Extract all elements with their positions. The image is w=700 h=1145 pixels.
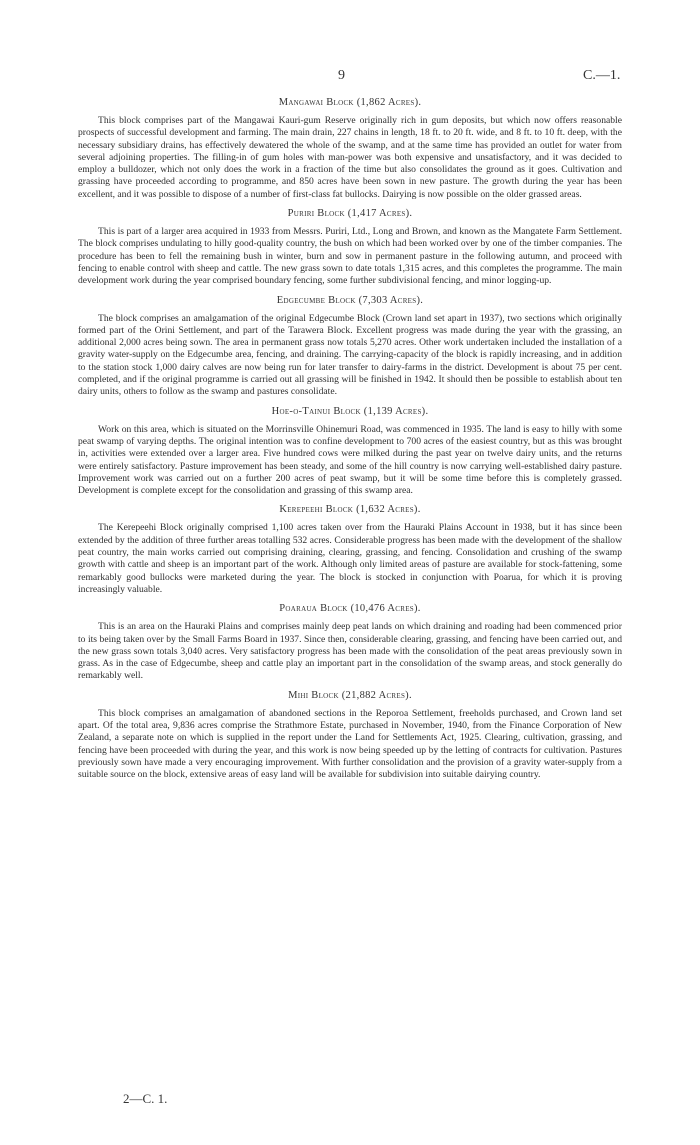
section-title: Mihi Block (21,882 Acres). [288,689,412,701]
section-puriri-block [78,207,622,287]
page-number: 9 [338,68,345,83]
section-title: Puriri Block (1,417 Acres). [287,208,413,220]
section-hoe-o-tainui-block [78,405,622,498]
section-paragraph: The Kerepeehi Block originally comprised 1,100 acres taken over from the Hauraki Plains Account in 1938, but it has since been extended by the addition of three further areas totalling 532 acres. Considerable progress has been made with the development of the shallow peat country, the main works carried out comprising draining, clearing, grassing, and fencing. Consolidation and crushing of the swamp growth with cattle and sheep is an important part of the work. Although only limited areas of pasture are available for stock-fattening, some remarkably good bullocks were marketed during the year. The block is stocked in conjunction with Poarua, for which it is proving increasingly valuable. [78,522,622,595]
section-title: Edgecumbe Block (7,303 Acres). [276,294,424,306]
page-header [0,68,700,88]
section-poaraua-block [78,602,622,682]
section-title: Mangawai Block (1,862 Acres). [278,97,422,108]
section-edgecumbe-block [78,294,622,399]
section-paragraph: This block comprises part of the Mangawai Kauri-gum Reserve originally rich in gum deposits, but which now offers reasonable prospects of successful development and farming. The main drain, 227 chains in length, 18 ft. to 20 ft. wide, and 8 ft. to 10 ft. deep, with the necessary subsidiary drains, has effectively dewatered the whole of the swamp, and at the same time has provided an outlet for water from several adjoining properties. The filling-in of gum holes with man-power was both expensive and unsatisfactory, and it was decided to employ a bulldozer, which not only does the work in a fraction of the time but also consolidates the ground as it goes. Cultivation and grassing have proceeded according to programme, and 850 acres have been sown in new pasture. The growth during the year has been excellent, and it was possible to dispose of a number of first-class fat bullocks. Dairying is now possible on the older grassed areas. [78,115,622,200]
section-paragraph: The block comprises an amalgamation of the original Edgecumbe Block (Crown land set apart in 1937), two sections which originally formed part of the Orini Settlement, and part of the Tarawera Block. Excellent progress was made during the year with the grassing, an additional 2,000 acres being sown. The area in permanent grass now totals 5,270 acres. Other work undertaken included the installation of a gravity water-supply on the Edgecumbe area, fencing, and draining. The carrying-capacity of the block is rapidly increasing, and in addition to the station stock 1,000 dairy calves are now being run for later transfer to dairy-farms in the district. Development is about 75 per cent. completed, and if the original programme is carried out all grassing will be finished in 1942. It should then be possible to establish about ten dairy units, others to follow as the swamp and pastures consolidate. [78,312,622,398]
section-title: Hoe-o-Tainui Block (1,139 Acres). [271,405,429,417]
section-title: Poaraua Block (10,476 Acres). [279,603,421,615]
section-paragraph: This block comprises an amalgamation of abandoned sections in the Reporoa Settlement, freeholds purchased, and Crown land set apart. Of the total area, 9,836 acres comprise the Strathmore Estate, purchased in November, 1940, from the Finance Corporation of New Zealand, a separate note on which is supplied in the report under the Land for Settlements Act, 1925. Clearing, cultivation, grassing, and fencing have been proceeded with during the year, and this work is now being speeded up by the letting of contracts for cultivation. Pastures previously sown have made a very encouraging improvement. With further consolidation and the provision of a gravity water-supply from a suitable source on the block, extensive areas of easy land will be available for subdivision into suitable dairying country. [78,707,622,781]
section-paragraph: This is part of a larger area acquired in 1933 from Messrs. Puriri, Ltd., Long and Brown, and known as the Mangatete Farm Settlement. The block comprises undulating to hilly good-quality country, the bush on which had been worked over by one of the timber companies. The procedure has been to fell the remaining bush in winter, burn and sow in permanent pasture in the following autumn, and proceed with fencing to enable control with sheep and cattle. The new grass sown to date totals 1,315 acres, and this completes the programme. The main development work during the year comprised boundary fencing, some further subdivisional fencing, and minor logging-up. [78,226,622,287]
document-reference: C.—1. [583,68,621,83]
section-paragraph: Work on this area, which is situated on the Morrinsville Ohinemuri Road, was commenced in 1935. The land is easy to hilly with some peat swamp of varying depths. The original intention was to confine development to 700 acres of the easiest country, but as this was brought in, activities were extended over a larger area. Five hundred cows were milked during the past year on twelve dairy units, and the returns were entirely satisfactory. Pasture improvement has been steady, and some of the hill country is now carrying well-established dairy pasture. Improvement work was carried out on a further 200 acres of peat swamp, but it will be some time before this is completely grassed. Development is complete except for the consolidation and grassing of this swamp area. [78,423,622,497]
page-content [78,96,622,787]
section-mangawai-block [78,96,622,201]
page-footer-reference: 2—C. 1. [123,1091,168,1106]
section-paragraph: This is an area on the Hauraki Plains and comprises mainly deep peat lands on which draining and roading had been commenced prior to its being taken over by the Small Farms Board in 1937. Since then, considerable clearing, grassing, and fencing have been carried out, and the new grass sown totals 3,040 acres. Very satisfactory progress has been made with the consolidation of the peat areas previously sown in grass. As in the case of Edgecumbe, sheep and cattle play an important part in the consolidation of the swamp areas, and stock generally do remarkably well. [78,621,622,682]
section-kerepeehi-block [78,503,622,596]
section-mihi-block [78,689,622,782]
section-title: Kerepeehi Block (1,632 Acres). [279,504,421,516]
